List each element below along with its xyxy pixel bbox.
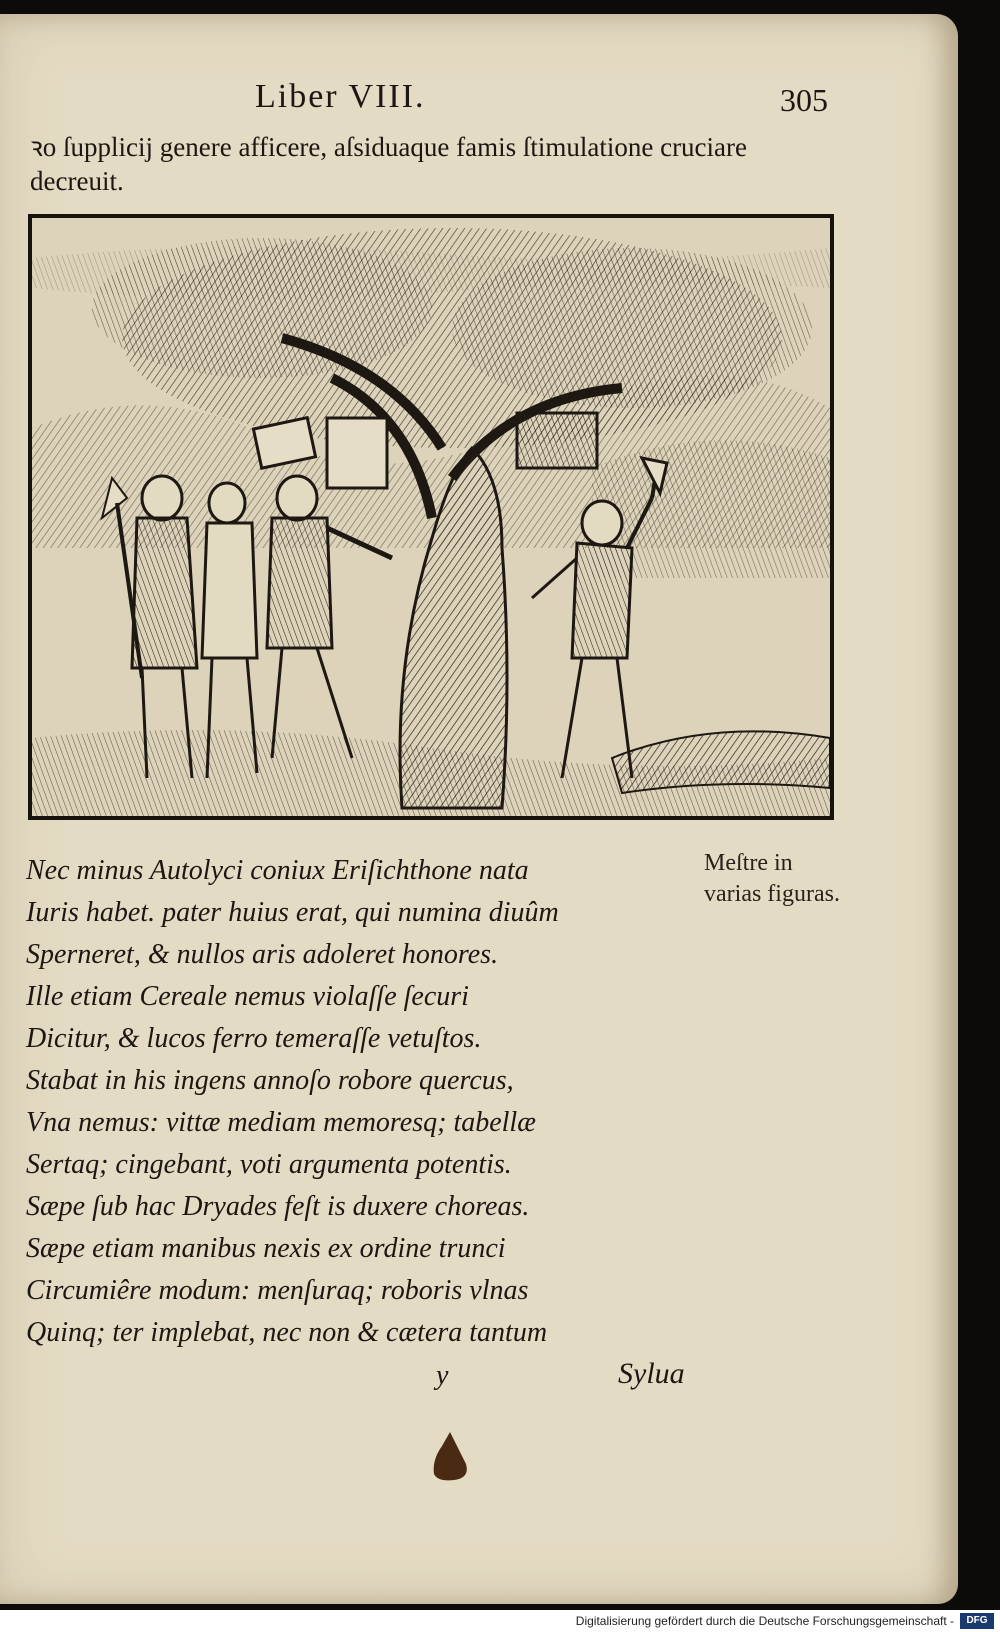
verse-line: Ille etiam Cereale nemus violaſſe ſecuri bbox=[26, 981, 469, 1012]
verse-line: Nec minus Autolyci coniux Eriſichthone nata bbox=[26, 855, 529, 886]
signature-mark: y bbox=[436, 1360, 449, 1391]
footer-credit: Digitalisierung gefördert durch die Deutsche Forschungsgemeinschaft - bbox=[0, 1610, 1000, 1632]
verse-line: Vna nemus: vittæ mediam memoresq; tabellæ bbox=[26, 1107, 536, 1138]
woodcut-illustration bbox=[28, 214, 834, 820]
marginal-note: Meſtre in varias figuras. bbox=[704, 850, 840, 907]
verse-line: Sæpe etiam manibus nexis ex ordine trunci bbox=[26, 1233, 506, 1264]
verse-block bbox=[26, 850, 706, 1354]
ink-stain bbox=[430, 1430, 470, 1482]
verse-line: Sertaq; cingebant, voti argumenta potentis. bbox=[26, 1149, 512, 1180]
verse-line: Stabat in his ingens annoſo robore quercus, bbox=[26, 1065, 514, 1096]
verse-line: Sperneret, & nullos aris adoleret honores. bbox=[26, 939, 499, 970]
verse-line: Quinq; ter implebat, nec non & cætera tantum bbox=[26, 1317, 548, 1348]
running-head: Liber VIII. bbox=[255, 78, 426, 115]
catchword: Sylua bbox=[618, 1357, 685, 1390]
verse-line: Sæpe ſub hac Dryades feſt is duxere choreas. bbox=[26, 1191, 530, 1222]
verse-line: Iuris habet. pater huius erat, qui numina diuûm bbox=[26, 897, 559, 928]
verse-line: Dicitur, & lucos ferro temeraſſe vetuſtos. bbox=[26, 1023, 482, 1054]
dfg-logo-icon: DFG bbox=[960, 1613, 994, 1629]
prose-paragraph: ꝛo ſupplicij genere afficere, aſsiduaque famis ſtimulatione cruciare decreuit. bbox=[30, 132, 747, 196]
verse-line: Circumiêre modum: menſuraq; roboris vlnas bbox=[26, 1275, 529, 1306]
page-number: 305 bbox=[780, 82, 828, 118]
